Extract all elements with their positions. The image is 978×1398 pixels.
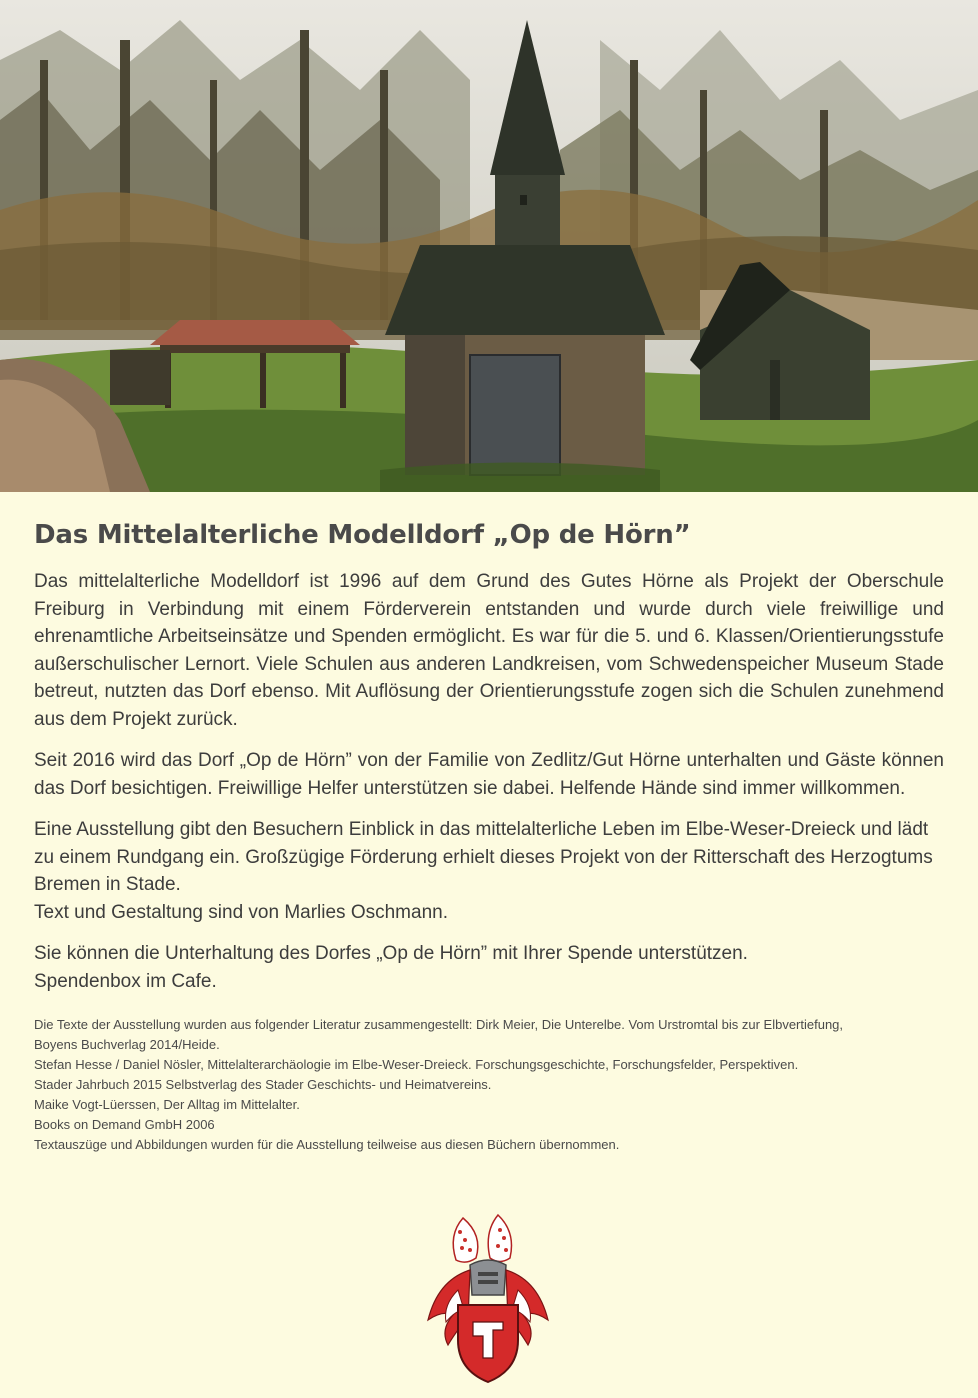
- donation-text: Sie können die Unterhaltung des Dorfes „Op de Hörn” mit Ihrer Spende unterstützen.: [34, 943, 748, 964]
- reference-line: Books on Demand GmbH 2006: [34, 1117, 215, 1132]
- donation-box-text: Spendenbox im Cafe.: [34, 970, 217, 992]
- coat-of-arms-icon: [418, 1210, 558, 1386]
- reference-line: Textauszüge und Abbildungen wurden für die Ausstellung teilweise aus diesen Büchern übernommen.: [34, 1137, 620, 1152]
- reference-line: Stader Jahrbuch 2015 Selbstverlag des Stader Geschichts- und Heimatvereins.: [34, 1077, 492, 1092]
- intro-paragraph: Das mittelalterliche Modelldorf ist 1996 auf dem Grund des Gutes Hörne als Projekt der Oberschule Freiburg in Verbindung mit einem Förderverein entstanden und wurde durch viele freiwillige und ehrenamtliche Arbeitseinsätze und Spenden ermöglicht. Es war für die 5. und 6. Klassen/Orientierungsstufe außerschulischer Lernort. Viele Schulen aus anderen Landkreisen, vom Schwedenspeicher Museum Stade betreut, nutzten das Dorf ebenso. Mit Auflösung der Orientierungsstufe zogen sich die Schulen zunehmend aus dem Projekt zurück.: [34, 571, 944, 730]
- owner-paragraph: Seit 2016 wird das Dorf „Op de Hörn” von der Familie von Zedlitz/Gut Hörne unterhalten und Gäste können das Dorf besichtigen. Freiwillige Helfer unterstützen sie dabei. Helfende Hände sind immer willkommen.: [34, 750, 944, 799]
- references: [34, 1015, 944, 1155]
- content-area: [34, 520, 944, 1155]
- exhibition-text: Eine Ausstellung gibt den Besuchern Einblick in das mittelalterliche Leben im Elbe-Weser-Dreieck und lädt zu einem Rundgang ein. Großzügige Förderung erhielt dieses Projekt von der Ritterschaft des Herzogtums Bremen in Stade.: [34, 819, 933, 895]
- village-illustration-icon: [0, 0, 978, 492]
- donation-paragraph: [34, 940, 944, 995]
- hero-illustration: [0, 0, 978, 492]
- reference-line: Maike Vogt-Lüerssen, Der Alltag im Mittelalter.: [34, 1097, 300, 1112]
- credits-text: Text und Gestaltung sind von Marlies Oschmann.: [34, 901, 448, 923]
- reference-line: Die Texte der Ausstellung wurden aus folgender Literatur zusammengestellt: Dirk Meier, Die Unterelbe. Vom Urstromtal bis zur Elbvertiefung,: [34, 1017, 844, 1032]
- exhibition-paragraph: [34, 816, 944, 926]
- reference-line: Stefan Hesse / Daniel Nösler, Mittelalterarchäologie im Elbe-Weser-Dreieck. Forschungsgeschichte, Forschungsfelder, Perspektiven.: [34, 1057, 799, 1072]
- reference-line: Boyens Buchverlag 2014/Heide.: [34, 1037, 220, 1052]
- page-title: Das Mittelalterliche Modelldorf „Op de Hörn”: [34, 520, 691, 550]
- crest: [418, 1210, 558, 1386]
